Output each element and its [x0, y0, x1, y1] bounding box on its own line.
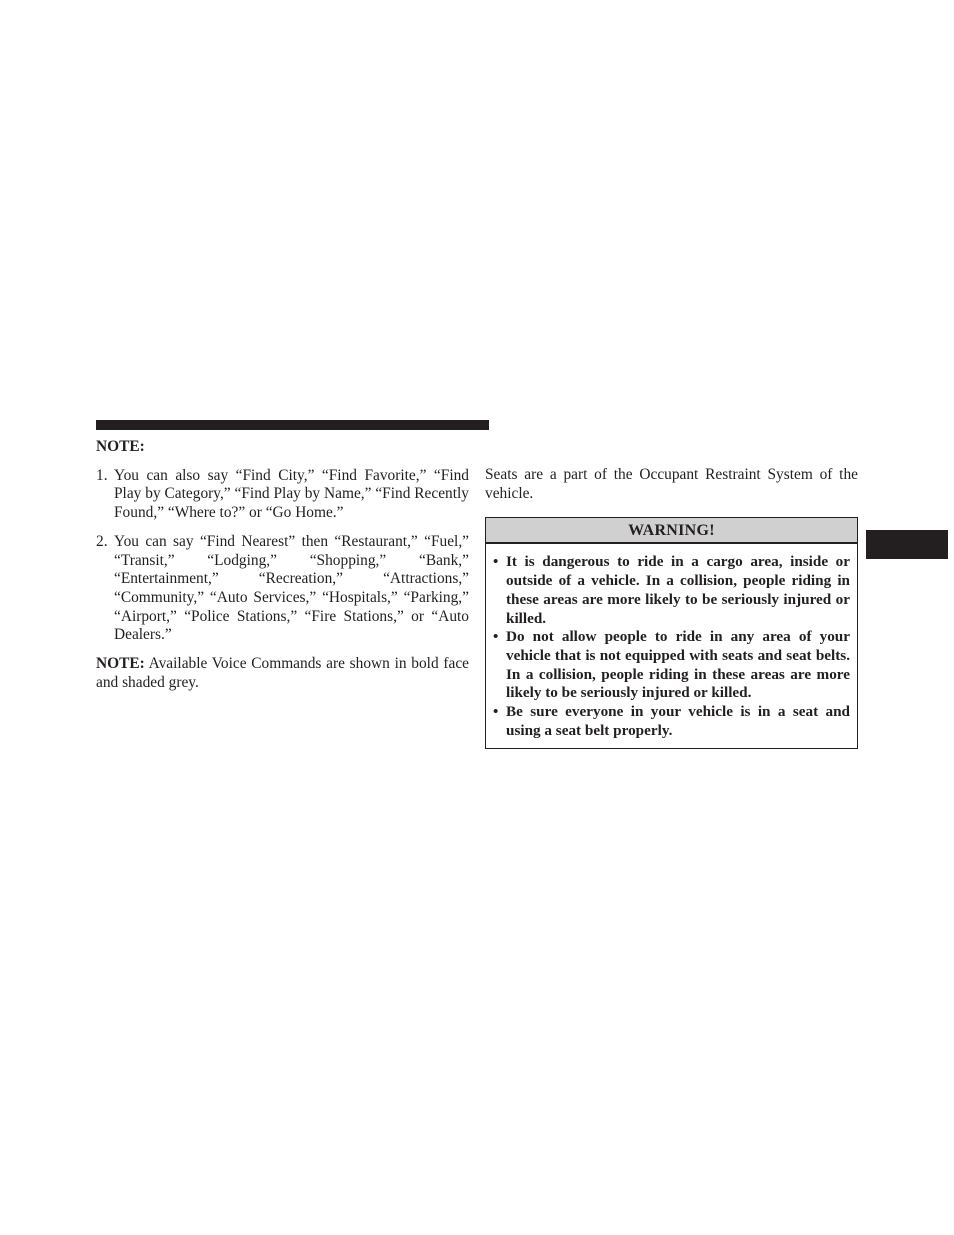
- bullet-icon: •: [493, 703, 499, 721]
- warning-item-text: Do not allow people to ride in any area of your vehicle that is not equipped with seats and seat belts. In a collision, people riding in these areas are more likely to be seriously injured or killed.: [506, 628, 850, 702]
- list-item: [96, 533, 469, 645]
- voice-commands-note: [96, 655, 469, 692]
- list-item-text: You can also say “Find City,” “Find Favorite,” “Find Play by Category,” “Find Play by Name,” “Find Recently Found,” “Where to?” or “Go Home.”: [114, 466, 469, 522]
- chapter-tab-marker: [866, 530, 948, 559]
- note-text: Available Voice Commands are shown in bold face and shaded grey.: [96, 655, 469, 691]
- list-item-text: You can say “Find Nearest” then “Restaurant,” “Fuel,” “Transit,” “Lodging,” “Shopping,” “Bank,” “Entertainment,” “Recreation,” “Attractions,” “Community,” “Auto Services,” “Hospitals,” “Parking,” “Airport,” “Police Stations,” “Fire Stations,” or “Auto Dealers.”: [114, 532, 469, 644]
- bullet-icon: •: [493, 553, 499, 571]
- warning-box: [485, 517, 858, 749]
- warning-list: [486, 544, 857, 748]
- note-label: NOTE:: [96, 655, 145, 673]
- voice-command-list: [96, 467, 469, 645]
- warning-title: WARNING!: [486, 518, 857, 544]
- warning-item: [493, 703, 850, 740]
- warning-item: [493, 628, 850, 703]
- list-item: [96, 467, 469, 523]
- bullet-icon: •: [493, 628, 499, 646]
- warning-item: [493, 553, 850, 628]
- list-item-number: 2.: [96, 532, 108, 550]
- warning-item-text: It is dangerous to ride in a cargo area, inside or outside of a vehicle. In a collision, people riding in these areas are more likely to be seriously injured or killed.: [506, 553, 850, 627]
- warning-item-text: Be sure everyone in your vehicle is in a seat and using a seat belt properly.: [506, 703, 850, 739]
- section-top-rule: [96, 420, 489, 430]
- note-heading: NOTE:: [96, 438, 145, 455]
- seats-intro-paragraph: Seats are a part of the Occupant Restraint System of the vehicle.: [485, 466, 858, 502]
- left-column: [96, 438, 469, 692]
- right-column: [485, 466, 858, 749]
- list-item-number: 1.: [96, 466, 108, 484]
